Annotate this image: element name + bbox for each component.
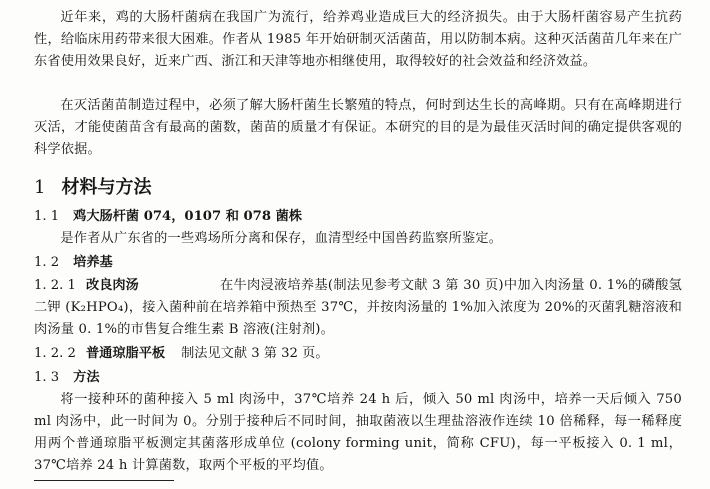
section-heading-materials-methods	[34, 176, 151, 200]
subsection-number: 1. 2	[34, 255, 60, 270]
subsubsection-number: 1. 2. 2	[34, 346, 76, 361]
subsection-heading-strains	[34, 207, 302, 227]
intro-paragraph-1: 近年来，鸡的大肠杆菌病在我国广为流行，给养鸡业造成巨大的经济损失。由于大肠杆菌容易产生抗药性，给临床用药带来很大困难。作者从 1985 年开始研制灭活菌苗，用以防制本病。这种灭活菌苗几年来在广东省使用效果良好，近来广西、浙江和天津等地亦相继使用，取得较好的社会效益和经济效益。	[34, 10, 682, 69]
subsection-number: 1. 3	[34, 370, 60, 385]
method-body: 将一接种环的菌种接入 5 ml 肉汤中，37℃培养 24 h 后，倾入 50 ml 肉汤中，培养一天后倾入 750 ml 肉汤中，此一时间为 0。分别于接种后不同时间，抽取菌液以生理盐溶液作连续 10 倍稀释，每一稀释度用两个普通琼脂平板测定其菌落形成单位 (colony forming unit，简称 CFU)，每一平板接入 0. 1 ml，37℃培养 24 h 计算菌数，取两个平板的平均值。	[34, 392, 682, 473]
intro-paragraph-2: 在灭活菌苗制造过程中，必须了解大肠杆菌生长繁殖的特点，何时到达生长的高峰期。只有在高峰期进行灭活，才能使菌苗含有最高的菌数，菌苗的质量才有保证。本研究的目的是为最佳灭活时间的确定提供客观的科学依据。	[34, 98, 682, 157]
subsubsection-title: 普通琼脂平板	[85, 346, 166, 361]
subsection-title: 方法	[73, 370, 100, 385]
agar-plate-body: 制法见文献 3 第 32 页。	[181, 346, 329, 361]
section-title: 材料与方法	[61, 177, 152, 198]
subsection-heading-method	[34, 368, 100, 388]
strains-body: 是作者从广东省的一些鸡场所分离和保存，血清型经中国兽药监察所鉴定。	[60, 231, 503, 246]
subsubsection-number: 1. 2. 1	[34, 278, 76, 293]
subsection-heading-media	[34, 253, 113, 273]
subsection-title: 鸡大肠杆菌 074，0107 和 078 菌株	[73, 209, 302, 224]
subsection-title: 培养基	[73, 255, 113, 270]
section-number: 1	[34, 177, 46, 198]
subsubsection-title: 改良肉汤	[85, 278, 139, 293]
footnote-rule	[34, 480, 174, 481]
subsection-number: 1. 1	[34, 209, 60, 224]
modified-broth-body: 在牛肉浸液培养基(制法见参考文献 3 第 30 页)中加入肉汤量 0. 1%的磷酸氢二钾 (K₂HPO₄)，接入菌种前在培养箱中预热至 37℃，并按肉汤量的 1%加入浓度为 20%的灭菌乳糖溶液和肉汤量 0. 1%的市售复合维生素 B 溶液(注射剂)。	[34, 278, 682, 337]
subsubsection-agar-plate	[34, 343, 329, 365]
